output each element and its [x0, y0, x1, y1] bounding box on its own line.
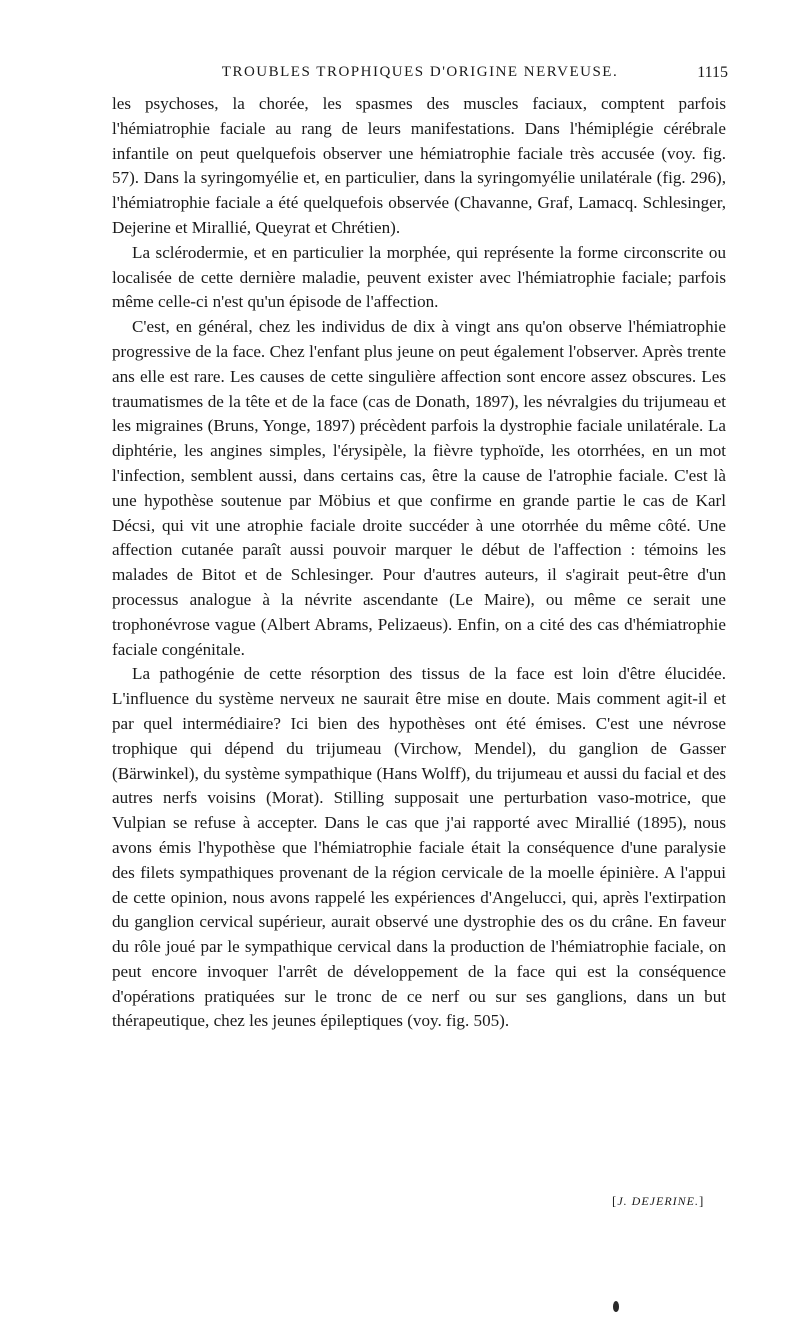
paragraph-4: La pathogénie de cette résorption des tissus de la face est loin d'être élucidée. L'influence du système nerveux ne saurait être mise en doute. Mais comment agit-il et par quel intermédiaire? Ici bien des hypothèses ont été émises. C'est une névrose trophique qui dépend du trijumeau (Virchow, Mendel), du ganglion de Gasser (Bärwinkel), du système sympathique (Hans Wolff), du trijumeau et aussi du facial et des autres nerfs voisins (Morat). Stilling supposait une perturbation vaso-motrice, que Vulpian se refuse à accepter. Dans le cas que j'ai rapporté avec Mirallié (1895), nous avons émis l'hypothèse que l'hémiatrophie faciale était la conséquence d'une paralysie des filets sympathiques provenant de la région cervicale de la moelle épinière. A l'appui de cette opinion, nous avons rappelé les expériences d'Angelucci, qui, après l'extirpation du ganglion cervical supérieur, aurait observé une dystrophie des os du crâne. En faveur du rôle joué par le sympathique cervical dans la production de l'hémiatrophie faciale, on peut encore invoquer l'arrêt de développement de la face qui est la conséquence d'opérations pratiquées sur le tronc de ce nerf ou sur ses ganglions, dans un but thérapeutique, chez les jeunes épileptiques (voy. fig. 505).	[112, 664, 726, 1031]
signature-close-bracket: ]	[698, 1193, 705, 1208]
body-text	[112, 92, 726, 1034]
signature-author: J. DEJERINE.	[617, 1194, 699, 1208]
page-header	[112, 64, 728, 90]
ink-mark	[613, 1301, 619, 1312]
paragraph-3: C'est, en général, chez les individus de dix à vingt ans qu'on observe l'hémiatrophie progressive de la face. Chez l'enfant plus jeune on peut également l'observer. Après trente ans elle est rare. Les causes de cette singulière affection sont encore assez obscures. Les traumatismes de la tête et de la face (cas de Donath, 1897), les névralgies du trijumeau et les migraines (Bruns, Yonge, 1897) précèdent parfois la dystrophie faciale unilatérale. La diphtérie, les angines simples, l'érysipèle, la fièvre typhoïde, les otorrhées, en un mot l'infection, semblent aussi, dans certains cas, être la cause de l'atrophie faciale. C'est là une hypothèse soutenue par Möbius et que confirme en grande partie le cas de Karl Décsi, qui vit une atrophie faciale droite succéder à une otorrhée du même côté. Une affection cutanée paraît aussi pouvoir marquer le début de l'affection : témoins les malades de Bitot et de Schlesinger. Pour d'autres auteurs, il s'agirait peut-être d'un processus analogue à la névrite ascendante (Le Maire), ou même ce serait une trophonévrose vague (Albert Abrams, Pelizaeus). Enfin, on a cité des cas d'hémiatrophie faciale congénitale.	[112, 317, 726, 659]
signature-open-bracket: [	[612, 1193, 618, 1208]
author-signature	[612, 1193, 704, 1209]
paragraph-2: La sclérodermie, et en particulier la morphée, qui représente la forme circonscrite ou localisée de cette dernière maladie, peuvent exister avec l'hémiatrophie faciale; parfois même celle-ci n'est qu'un épisode de l'affection.	[112, 242, 726, 312]
running-title: TROUBLES TROPHIQUES D'ORIGINE NERVEUSE.	[221, 64, 619, 80]
paragraph-1: les psychoses, la chorée, les spasmes des muscles faciaux, comptent parfois l'hémiatrophie faciale au rang de leurs manifestations. Dans l'hémiplégie cérébrale infantile on peut quelquefois observer une hémiatrophie faciale très accusée (voy. fig. 57). Dans la syringomyélie et, en particulier, dans la syringomyélie unilatérale (fig. 296), l'hémiatrophie faciale a été quelquefois observée (Chavanne, Graf, Lamacq. Schlesinger, Dejerine et Mirallié, Queyrat et Chrétien).	[112, 94, 726, 237]
page-number: 1115	[697, 64, 728, 81]
